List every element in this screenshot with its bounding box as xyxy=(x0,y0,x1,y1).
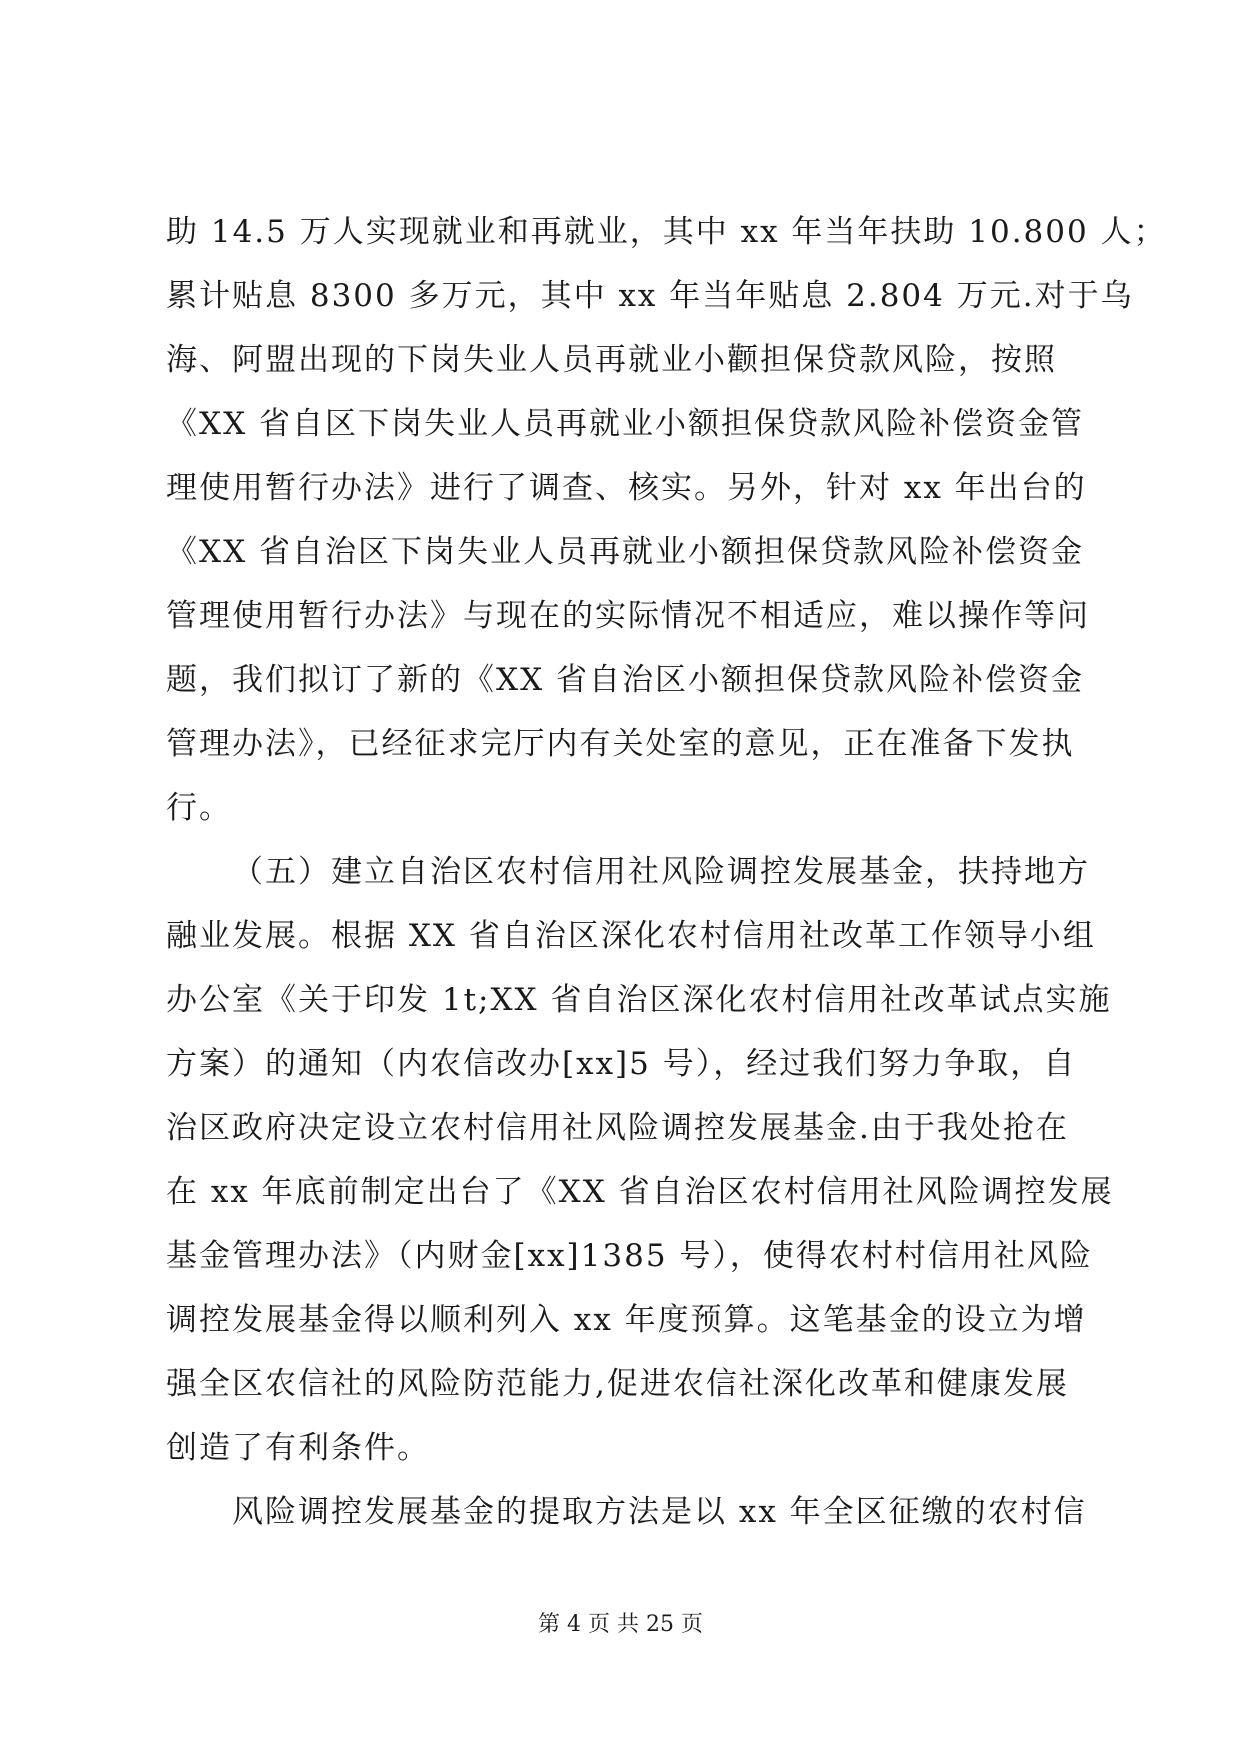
text-line: 《XX 省自治区下岗失业人员再就业小额担保贷款风险补偿资金 xyxy=(166,534,1084,570)
text-line: 治区政府决定设立农村信用社风险调控发展基金.由于我处抢在 xyxy=(166,1110,1069,1146)
text-line: 理使用暂行办法》进行了调查、核实。另外，针对 xx 年出台的 xyxy=(166,470,1087,506)
text-line: 累计贴息 8300 多万元，其中 xx 年当年贴息 2.804 万元.对于乌 xyxy=(166,278,1134,314)
text-line: 办公室《关于印发 1t;XX 省自治区深化农村信用社改革试点实施 xyxy=(166,982,1112,1018)
text-line: 题，我们拟订了新的《XX 省自治区小额担保贷款风险补偿资金 xyxy=(166,662,1084,698)
text-line: 风险调控发展基金的提取方法是以 xx 年全区征缴的农村信 xyxy=(232,1494,1087,1530)
page-number: 第 4 页 共 25 页 xyxy=(538,1612,703,1637)
text-line: （五）建立自治区农村信用社风险调控发展基金，扶持地方 xyxy=(232,854,1090,890)
body-text xyxy=(166,200,1167,1544)
page-footer xyxy=(0,1610,1241,1640)
text-line: 管理使用暂行办法》与现在的实际情况不相适应，难以操作等问 xyxy=(166,598,1090,634)
text-line: 强全区农信社的风险防范能力,促进农信社深化改革和健康发展 xyxy=(166,1366,1069,1402)
text-line: 创造了有利条件。 xyxy=(166,1430,430,1466)
text-line: 管理办法》，已经征求完厅内有关处室的意见，正在准备下发执 xyxy=(166,726,1075,762)
text-line: 助 14.5 万人实现就业和再就业，其中 xx 年当年扶助 10.800 人； xyxy=(166,214,1167,250)
text-line: 调控发展基金得以顺利列入 xx 年度预算。这笔基金的设立为增 xyxy=(166,1302,1087,1338)
text-line: 海、阿盟出现的下岗失业人员再就业小颧担保贷款风险，按照 xyxy=(166,342,1057,378)
text-line: 《XX 省自区下岗失业人员再就业小额担保贷款风险补偿资金管 xyxy=(166,406,1084,442)
text-line: 融业发展。根据 XX 省自治区深化农村信用社改革工作领导小组 xyxy=(166,918,1096,954)
text-line: 基金管理办法》（内财金[xx]1385 号），使得农村村信用社风险 xyxy=(166,1238,1093,1274)
text-line: 行。 xyxy=(166,790,232,826)
text-line: 方案）的通知（内农信改办[xx]5 号），经过我们努力争取，自 xyxy=(166,1046,1077,1082)
text-line: 在 xx 年底前制定出台了《XX 省自治区农村信用社风险调控发展 xyxy=(166,1174,1114,1210)
